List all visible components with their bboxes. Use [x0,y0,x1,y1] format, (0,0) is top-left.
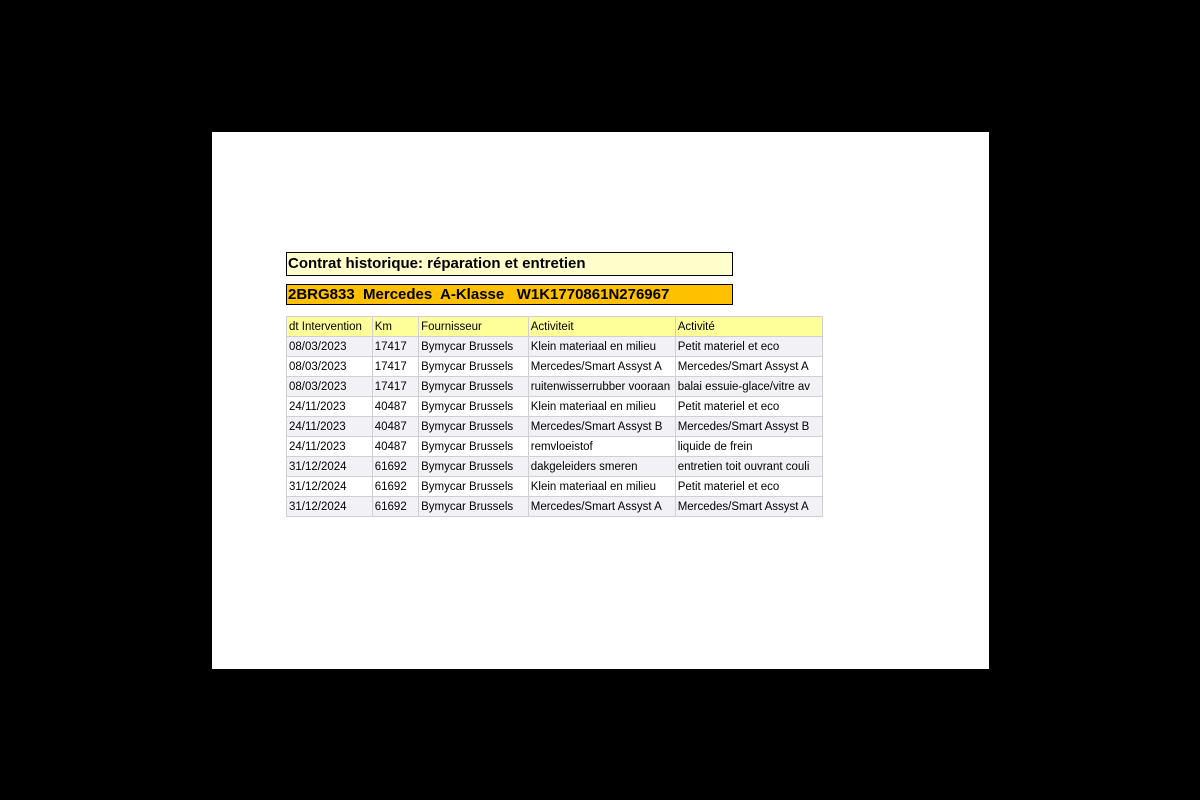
cell-activite: Mercedes/Smart Assyst A [675,497,822,517]
header-activiteit: Activiteit [528,317,675,337]
cell-date: 24/11/2023 [287,417,373,437]
cell-km: 61692 [372,497,418,517]
cell-activiteit: Klein materiaal en milieu [528,397,675,417]
cell-date: 08/03/2023 [287,357,373,377]
cell-activiteit: Mercedes/Smart Assyst A [528,357,675,377]
cell-activite: entretien toit ouvrant couli [675,457,822,477]
cell-supplier: Bymycar Brussels [419,397,529,417]
cell-date: 24/11/2023 [287,437,373,457]
header-date: dt Intervention [287,317,373,337]
table-row [287,477,823,497]
cell-activiteit: Klein materiaal en milieu [528,477,675,497]
cell-activite: Mercedes/Smart Assyst B [675,417,822,437]
table-row [287,357,823,377]
cell-activite: liquide de frein [675,437,822,457]
cell-activite: balai essuie-glace/vitre av [675,377,822,397]
cell-supplier: Bymycar Brussels [419,417,529,437]
cell-activiteit: Mercedes/Smart Assyst A [528,497,675,517]
cell-date: 08/03/2023 [287,337,373,357]
cell-supplier: Bymycar Brussels [419,477,529,497]
table-row [287,497,823,517]
table-body [287,337,823,517]
cell-activiteit: dakgeleiders smeren [528,457,675,477]
document-title: Contrat historique: réparation et entretien [286,252,733,276]
document-page [212,132,989,669]
history-table [286,316,823,517]
cell-supplier: Bymycar Brussels [419,457,529,477]
table-row [287,437,823,457]
cell-km: 40487 [372,437,418,457]
cell-activiteit: Mercedes/Smart Assyst B [528,417,675,437]
cell-supplier: Bymycar Brussels [419,357,529,377]
table-header-row [287,317,823,337]
cell-activite: Petit materiel et eco [675,477,822,497]
cell-date: 08/03/2023 [287,377,373,397]
cell-km: 61692 [372,457,418,477]
header-km: Km [372,317,418,337]
table-row [287,457,823,477]
cell-supplier: Bymycar Brussels [419,437,529,457]
cell-km: 17417 [372,377,418,397]
table-row [287,337,823,357]
cell-supplier: Bymycar Brussels [419,377,529,397]
cell-date: 31/12/2024 [287,457,373,477]
table-row [287,397,823,417]
cell-activite: Petit materiel et eco [675,397,822,417]
history-table-container [286,316,823,517]
cell-km: 17417 [372,357,418,377]
cell-activiteit: Klein materiaal en milieu [528,337,675,357]
vehicle-info: 2BRG833 Mercedes A-Klasse W1K1770861N276967 [286,284,733,305]
cell-km: 40487 [372,417,418,437]
cell-date: 31/12/2024 [287,477,373,497]
table-row [287,417,823,437]
cell-activite: Petit materiel et eco [675,337,822,357]
cell-supplier: Bymycar Brussels [419,497,529,517]
cell-km: 17417 [372,337,418,357]
cell-km: 40487 [372,397,418,417]
cell-km: 61692 [372,477,418,497]
cell-date: 24/11/2023 [287,397,373,417]
header-supplier: Fournisseur [419,317,529,337]
cell-activite: Mercedes/Smart Assyst A [675,357,822,377]
cell-activiteit: ruitenwisserrubber vooraan [528,377,675,397]
header-activite: Activité [675,317,822,337]
table-row [287,377,823,397]
cell-date: 31/12/2024 [287,497,373,517]
cell-activiteit: remvloeistof [528,437,675,457]
cell-supplier: Bymycar Brussels [419,337,529,357]
